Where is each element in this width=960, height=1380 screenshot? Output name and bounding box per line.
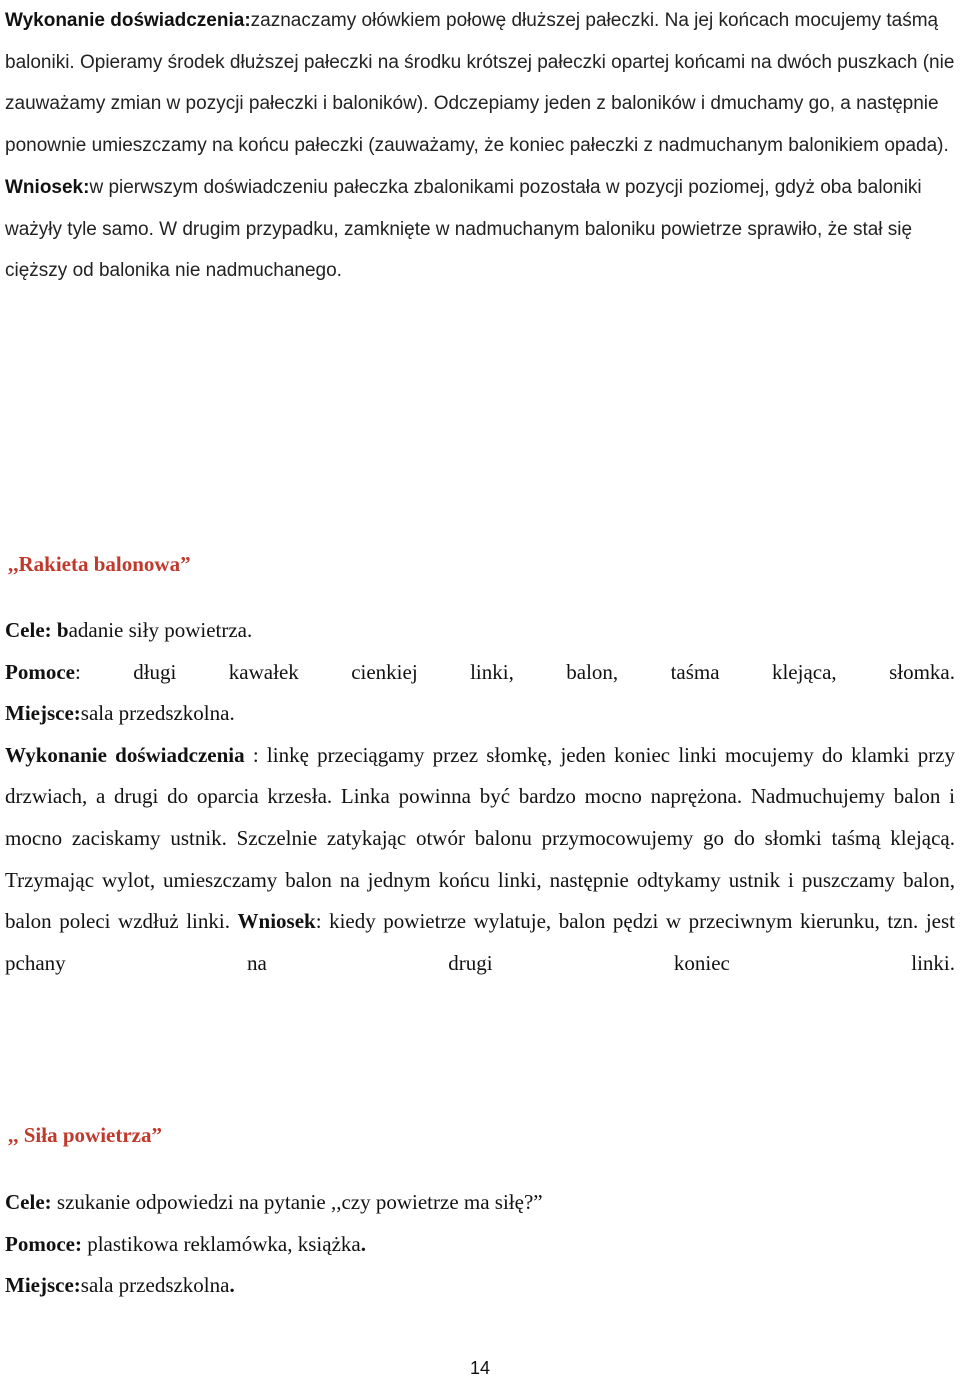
intro-text-wniosek: w pierwszym doświadczeniu pałeczka zbalonikami pozostała w pozycji poziomej, gdyż oba baloniki ważyły tyle samo. W drugim przypadku, zamknięte w nadmuchanym baloniku powietrze sprawiło, że stał się cięższy od balonika nie nadmuchanego.: [5, 176, 922, 282]
intro-label-wykonanie: Wykonanie doświadczenia:: [5, 10, 251, 31]
intro-block: [5, 0, 955, 292]
cele-label: Cele: b: [5, 618, 69, 642]
wykonanie-label: Wykonanie doświadczenia: [5, 742, 245, 767]
miejsce-label-2: Miejsce:: [5, 1273, 81, 1298]
cele-line-2: [5, 1182, 955, 1224]
intro-paragraph-1: [5, 0, 955, 167]
pomoce-text-2: plastikowa reklamówka, książka: [81, 1231, 361, 1256]
wniosek-label: Wniosek: [237, 909, 316, 934]
wniosek-text: : kiedy powietrze wylatuje, balon pędzi w przeciwnym kierunku, tzn. jest pchany na drugi koniec linki.: [5, 909, 955, 975]
intro-text-wykonanie: zaznaczamy ołówkiem połowę dłuższej pałeczki. Na jej końcach mocujemy taśmą baloniki. Opieramy środek dłuższej pałeczki na środku krótszej pałeczki opartej końcami na dwóch puszkach (nie zauważamy zmian w pozycji pałeczki i baloników). Odczepiamy jeden z baloników i dmuchamy go, a następnie ponownie umieszczamy na końcu pałeczki (zauważamy, że koniec pałeczki z nadmuchanym balonikiem opada).: [5, 10, 955, 157]
section-title-sila-powietrza: ,, Siła powietrza”: [8, 1123, 162, 1147]
wykonanie-paragraph: [5, 735, 955, 985]
miejsce-end-2: .: [229, 1273, 235, 1298]
miejsce-line: [5, 693, 955, 735]
miejsce-text: sala przedszkolna.: [80, 701, 235, 726]
wykonanie-text: : linkę przeciągamy przez słomkę, jeden koniec linki mocujemy do klamki przy drzwiach, a drugi do oparcia krzesła. Linka powinna być bardzo mocno naprężona. Nadmuchujemy balon i mocno zaciskamy ustnik. Szczelnie zatykając otwór balonu przymocowujemy go do słomki taśmą klejącą. Trzymając wylot, umieszczamy balon na jednym końcu linki, następnie odtykamy ustnik i puszczamy balon, balon poleci wzdłuż linki.: [5, 742, 956, 934]
cele-text: adanie siły powietrza.: [68, 618, 253, 642]
cele-line: [5, 610, 955, 652]
pomoce-line: [5, 652, 955, 694]
intro-label-wniosek: Wniosek:: [5, 176, 90, 198]
pomoce-end-2: .: [360, 1231, 366, 1256]
cele-label-2: Cele:: [5, 1190, 52, 1214]
section-title-rakieta-balonowa: ,,Rakieta balonowa”: [8, 552, 191, 576]
miejsce-label: Miejsce:: [5, 701, 81, 726]
cele-text-2: szukanie odpowiedzi na pytanie ,,czy powietrze ma siłę?”: [51, 1190, 543, 1214]
pomoce-line-2: [5, 1224, 955, 1266]
pomoce-label: Pomoce: [5, 659, 75, 684]
section-sila-powietrza: [5, 1182, 955, 1307]
pomoce-label-2: Pomoce:: [5, 1231, 82, 1256]
section-rakieta-balonowa: [5, 610, 955, 984]
miejsce-line-2: [5, 1265, 955, 1307]
page-number: 14: [469, 1358, 491, 1378]
intro-paragraph-2: [5, 167, 955, 292]
pomoce-text: : długi kawałek cienkiej linki, balon, taśma klejąca, słomka.: [74, 659, 955, 684]
miejsce-text-2: sala przedszkolna: [80, 1273, 230, 1298]
